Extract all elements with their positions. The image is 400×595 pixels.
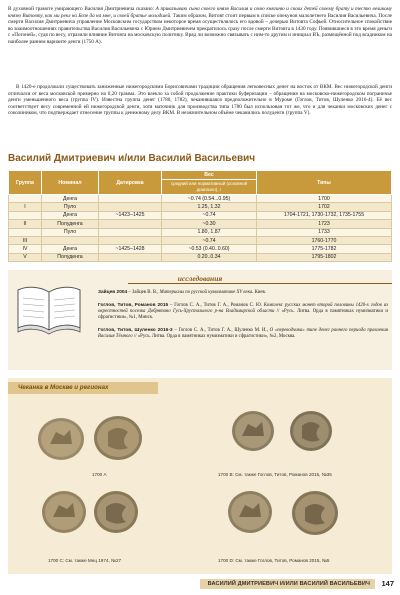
table-row bbox=[9, 195, 392, 203]
cell bbox=[99, 253, 162, 261]
section-title: Василий Дмитриевич и/или Василий Васильевич bbox=[8, 153, 256, 164]
cell: Полуденга bbox=[42, 253, 99, 261]
ref-rest: // «Русь. Литва. Орда в памятниках нумизматики и сфрагистики», №2, Москва. bbox=[132, 334, 296, 339]
ref-text: – Зайцев В. В., bbox=[127, 290, 160, 295]
cell bbox=[99, 236, 162, 244]
col-types: Типы bbox=[257, 171, 392, 195]
table-row bbox=[9, 203, 392, 211]
coin-image bbox=[92, 488, 140, 536]
cell: V bbox=[9, 253, 42, 261]
cell: ~0.53 (0.40..0.60) bbox=[162, 245, 257, 253]
ref-author: Зайцев 2004 bbox=[98, 290, 128, 295]
coin-caption: 1700 D: См. также Гоглов, Титов, Романов 2015, №5 bbox=[218, 558, 330, 563]
cell: Пуло bbox=[42, 203, 99, 211]
cell: 1733 bbox=[257, 228, 392, 236]
ref-rest: // «Русь. Литва. Орда в памятниках нумизматики и сфрагистики», №1, Минск. bbox=[98, 309, 388, 320]
page-footer bbox=[0, 579, 400, 591]
col-weight: Вес bbox=[162, 171, 257, 180]
cell bbox=[99, 203, 162, 211]
running-title: ВАСИЛИЙ ДМИТРИЕВИЧ И/ИЛИ ВАСИЛИЙ ВАСИЛЬЕВИЧ bbox=[207, 581, 370, 587]
ref-title: О «переводчика» типе денег раннего периода правления Василия Тёмного bbox=[98, 328, 389, 339]
coin-caption: 1700 В: См. также Гоглов, Титов, Романов 2015, №35 bbox=[218, 472, 332, 477]
intro-quote: А приказываю сына своего князя Василия и свою княгиню и своих детей своему брату и тестю великому князю Витовту, как ми рекл на Бозе да на мне, и своей братье молодшей. bbox=[8, 6, 392, 19]
col-dating: Датировка bbox=[99, 171, 162, 195]
coins-header: Чеканка в Москве и регионах bbox=[8, 382, 158, 394]
coin-image bbox=[230, 408, 276, 454]
coin-caption: 1700 А bbox=[92, 472, 107, 477]
open-book-icon bbox=[14, 278, 84, 336]
table-row bbox=[9, 245, 392, 253]
table-row bbox=[9, 228, 392, 236]
intro-paragraph-2: В 1420-е продолжали существовать заниженные нижегородскими Борисовичами традиции обращения легковесных денег на восток от ВКМ. Вес нижегородской денги отличался от веса московской примерно на 0,20 грамма. Это влекло за собой продолжение практики буферизации – обращения на московско-нижегородском пограничье денги уменьшенного веса (группа IV). Известна группа денег (1780, 1782), чеканившаяся предположительно в Муроме (Гоглов, Титов, Шуленко 2016-4). Её вес соответствует весу современной ей нижегородской денги, хотя маточник для производства типа 1780 был использован тот же, что и для чеканки московских денег с соколиником, что подтверждает отнесение группы к денежному делу ВКМ. В незначительном объёме чеканились полуденги (группа V). bbox=[8, 84, 392, 116]
cell: 1704-1721, 1730-1732, 1735-1755 bbox=[257, 211, 392, 219]
cell: 1795-1802 bbox=[257, 253, 392, 261]
cell bbox=[42, 236, 99, 244]
cell: 1760-1770 bbox=[257, 236, 392, 244]
coin-image bbox=[288, 408, 334, 454]
page-number: 147 bbox=[381, 579, 394, 588]
groups-table bbox=[8, 170, 392, 262]
coin-image bbox=[40, 488, 88, 536]
ref-title: Комплекс русских монет второй половины 1420-х годов из окрестностей поселка Добрятино Гусь-Хрустального р-на Владимирской области bbox=[98, 303, 388, 314]
coin-image bbox=[36, 414, 86, 464]
cell: ~1423–1425 bbox=[99, 211, 162, 219]
coin-image bbox=[92, 412, 144, 464]
cell bbox=[9, 228, 42, 236]
col-group: Группа bbox=[9, 171, 42, 195]
cell bbox=[9, 211, 42, 219]
cell: Пуло bbox=[42, 228, 99, 236]
coin-image bbox=[226, 488, 274, 536]
cell: ~0.74 (0.54...0.95) bbox=[162, 195, 257, 203]
cell: ~0.30 bbox=[162, 220, 257, 228]
cell: 0.20..0.34 bbox=[162, 253, 257, 261]
cell: Денга bbox=[42, 195, 99, 203]
ref-author: Гоглов, Титов, Романов 2015 bbox=[98, 303, 169, 308]
cell: Денга bbox=[42, 245, 99, 253]
cell: IV bbox=[9, 245, 42, 253]
coin-image bbox=[290, 488, 340, 538]
cell: 1700 bbox=[257, 195, 392, 203]
cell: ~0.74 bbox=[162, 236, 257, 244]
col-denomination: Номинал bbox=[42, 171, 99, 195]
cell: III bbox=[9, 236, 42, 244]
table-row bbox=[9, 220, 392, 228]
ref-title: Материалы по русской нумизматике XV века. bbox=[159, 290, 254, 295]
cell: Денга bbox=[42, 211, 99, 219]
reference-item bbox=[98, 328, 388, 340]
ref-author: Гоглов, Титов, Шуленко 2016-3 bbox=[98, 328, 173, 333]
cell: Полуденга bbox=[42, 220, 99, 228]
cell: I bbox=[9, 203, 42, 211]
table-row bbox=[9, 236, 392, 244]
intro-paragraph-1 bbox=[8, 6, 392, 45]
research-title: исследования bbox=[177, 274, 223, 283]
coin-caption: 1700 С: См. также Мец 1974, №27 bbox=[48, 558, 122, 563]
research-box bbox=[8, 270, 392, 370]
cell bbox=[9, 195, 42, 203]
ref-text: – Гоглов С. А., Титов Г. А., Шуленко М. И., bbox=[172, 328, 270, 333]
cell bbox=[99, 220, 162, 228]
cell: 1775-1782 bbox=[257, 245, 392, 253]
cell bbox=[99, 228, 162, 236]
cell bbox=[99, 195, 162, 203]
reference-item bbox=[98, 303, 388, 321]
intro-text-cont: Таким образом, Витовт стоит первым в списке опекунов малолетнего Василия Васильевича. После смерти Василия Дмитриевича управление Московским государством некоторое время осуществлялось его вдовой – дочерью Витовта Софьей. Относительное спокойствие во взаимоотношениях правительства Василия Васильевича с Юрием Дмитриевичем прекратилось сразу после смерти Витовта в 1430 году. Появившиеся в это время деньги с «Погоней», судя по весу, отразили влияние Витовта на московскую политику. Вряд ли возможно связывать с ним-то другим и инициал ВЪ, размещённой под всадником на наиболее раннем варианте денги (1750 А). bbox=[8, 12, 392, 45]
table-row bbox=[9, 253, 392, 261]
cell: ~1425–1428 bbox=[99, 245, 162, 253]
cell: II bbox=[9, 220, 42, 228]
cell: 1702 bbox=[257, 203, 392, 211]
intro-text: В духовной грамоте умирающего Василия Дмитриевича сказано: bbox=[8, 6, 156, 12]
cell: 1723 bbox=[257, 220, 392, 228]
ref-rest: Киев. bbox=[253, 290, 266, 295]
cell: 1.80, 1.87 bbox=[162, 228, 257, 236]
reference-item bbox=[98, 290, 388, 296]
table-row bbox=[9, 211, 392, 219]
coins-section bbox=[8, 378, 392, 574]
col-weight-sub: средний или нормативный (основной диапазон), г bbox=[162, 180, 257, 195]
cell: ~0.74 bbox=[162, 211, 257, 219]
cell: 1.25, 1.32 bbox=[162, 203, 257, 211]
ref-text: – Гоглов С. А., Титов Г. А., Романов С. Ю. bbox=[168, 303, 264, 308]
research-rule bbox=[128, 283, 392, 284]
